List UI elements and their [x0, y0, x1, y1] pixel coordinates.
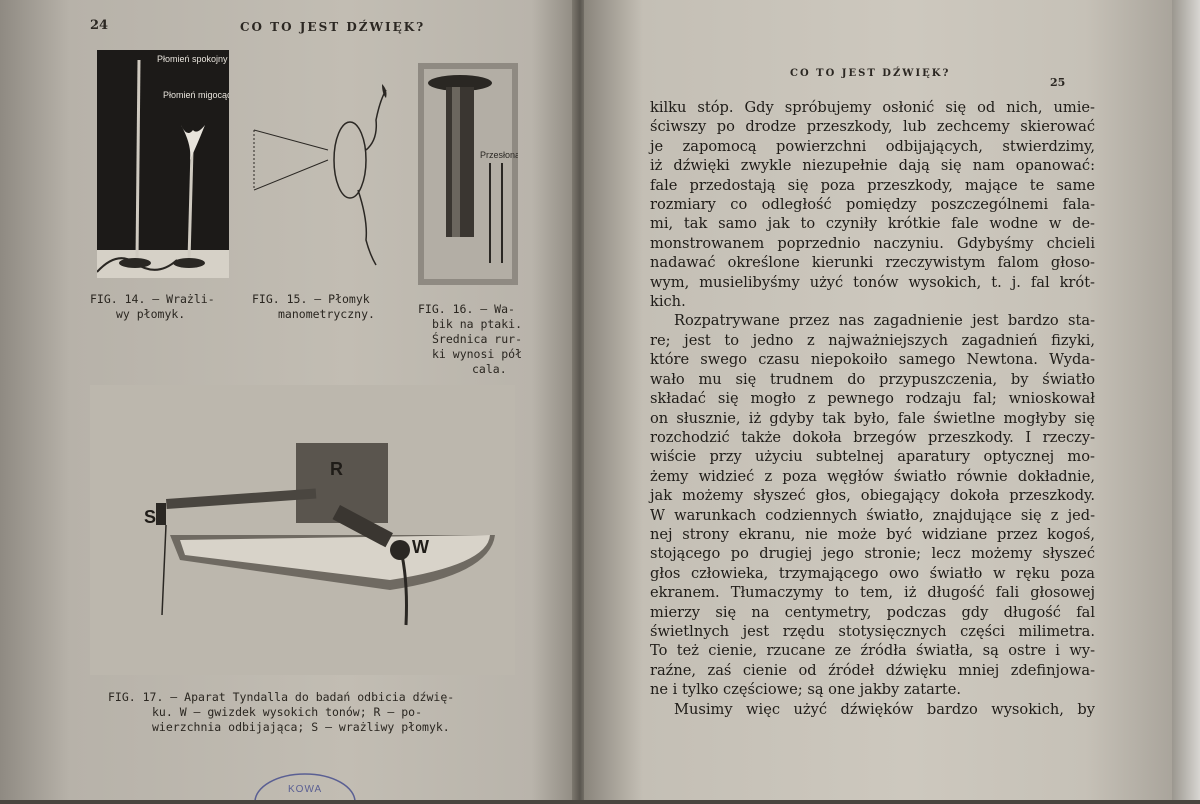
text-line: W warunkach codziennych światło, znajdujące się z jed- — [650, 506, 1095, 524]
text-line: mi, tak samo jak to czyniły krótkie fale wodne w de- — [650, 215, 1095, 233]
page-edge — [1172, 0, 1200, 800]
text-line: raźne, zaś cienie od źródeł dźwięku mniej zdefinjowa- — [650, 661, 1095, 679]
text-line: składać się mogło z pewnego rodzaju fal; wnioskował — [650, 390, 1095, 408]
text-line: monstrowanem poprzednio naczyniu. Gdybyśmy chcieli — [650, 234, 1095, 252]
text-line: wiście przy użyciu subtelnej aparatury optycznej mo- — [650, 448, 1095, 466]
figure-15-image — [248, 80, 398, 270]
text-line: wym, musielibyśmy użyć tonów wysokich, t. j. fal krót- — [650, 273, 1095, 291]
text-line: Rozpatrywane przez nas zagadnienie jest bardzo sta- — [674, 312, 1095, 330]
text-line: kilku stóp. Gdy spróbujemy osłonić się od nich, umie- — [650, 99, 1095, 116]
text-line: kich. — [650, 293, 686, 311]
text-line: on słusznie, iż gdyby tak było, fale świetlne mogłyby się — [650, 409, 1095, 427]
svg-text:KOWA: KOWA — [288, 784, 323, 795]
left-page-number: 24 — [90, 18, 109, 33]
text-line: iż dźwięki zwykle niezupełnie dają się nam opanować: — [650, 157, 1095, 175]
left-running-head: CO TO JEST DŹWIĘK? — [240, 20, 426, 34]
text-line: rozchodzić także dokoła brzegów przeszkody. I rzeczy- — [650, 428, 1095, 446]
text-line: je zapomocą powierzchni odbijających, stwierdzimy, — [650, 137, 1095, 155]
text-line: stojącego po drugiej jego stronie; lecz możemy słyszeć — [650, 545, 1095, 563]
fig16-label-diaphragm: Przesłona — [480, 150, 518, 160]
text-line: Musimy więc użyć dźwięków bardzo wysokich, by — [674, 700, 1095, 718]
figure-17-caption: FIG. 17. — Aparat Tyndalla do badań odbicia dźwię- ku. W — gwizdek wysokich tonów; R — po- wierzchnia odbijająca; S — wrażliwy płomyk. — [108, 690, 455, 734]
right-page-number: 25 — [1050, 76, 1066, 89]
text-line: ne i tylko częściowe; są one jakby zatarte. — [650, 681, 961, 699]
figure-16-caption: FIG. 16. — Wa- bik na ptaki. Średnica rur- ki wynosi pół cala. — [418, 302, 523, 376]
text-line: fale przedostają się poza przeszkody, mające te same — [650, 176, 1095, 194]
figure-14-image — [97, 50, 229, 278]
text-line: jak możemy słyszeć głos, obiegający dokoła przeszkody. — [650, 487, 1095, 505]
text-line: żemy widzieć z poza węgłów światło równie dokładnie, — [650, 467, 1095, 485]
figure-14-caption: FIG. 14. — Wrażli- wy płomyk. — [90, 292, 215, 321]
figure-15-caption: FIG. 15. — Płomyk manometryczny. — [252, 292, 375, 321]
text-line: głos człowieka, trzymającego owo światło w ręku poza — [650, 564, 1095, 582]
fig14-label-calm: Płomień spokojny — [157, 54, 228, 64]
fig17-label-s: S — [144, 507, 157, 527]
text-line: które swego czasu niepokoiło samego Newtona. Wyda- — [650, 351, 1095, 369]
text-line: świetlnych jest rzędu stotysięcznych części milimetra. — [650, 622, 1095, 640]
text-line: nej strony ekranu, nie może być widziane przez kogoś, — [650, 525, 1095, 543]
text-line: To też cienie, rzucane ze źródła światła, są ostre i wy- — [650, 642, 1095, 660]
library-stamp — [250, 770, 360, 800]
fig17-label-r: R — [330, 459, 343, 479]
text-line: ekranem. Tłumaczymy to tem, iż długość fali głosowej — [650, 584, 1095, 602]
text-line: re; jest to jedno z najważniejszych zagadnień fizyki, — [650, 331, 1095, 349]
text-line: nadawać określone kierunki rzeczywistym falom głoso- — [650, 254, 1095, 272]
text-line: mierzy się na centymetry, podczas gdy długość fal — [650, 603, 1095, 621]
figure-17-image — [90, 385, 515, 675]
text-line: rozmiary co odległość pomiędzy poszczególnemi fala- — [650, 196, 1095, 214]
fig14-label-flicker: Płomień migocący — [163, 90, 229, 100]
fig17-label-w: W — [412, 537, 429, 557]
text-line: wało mu się trudnem do przypuszczenia, by światło — [650, 370, 1095, 388]
text-line: ściwszy po drodze przeszkody, lub zechcemy skierować — [650, 118, 1095, 136]
figure-16-image — [418, 63, 518, 285]
right-page-body — [650, 98, 1095, 719]
right-running-head: CO TO JEST DŹWIĘK? — [790, 68, 951, 79]
